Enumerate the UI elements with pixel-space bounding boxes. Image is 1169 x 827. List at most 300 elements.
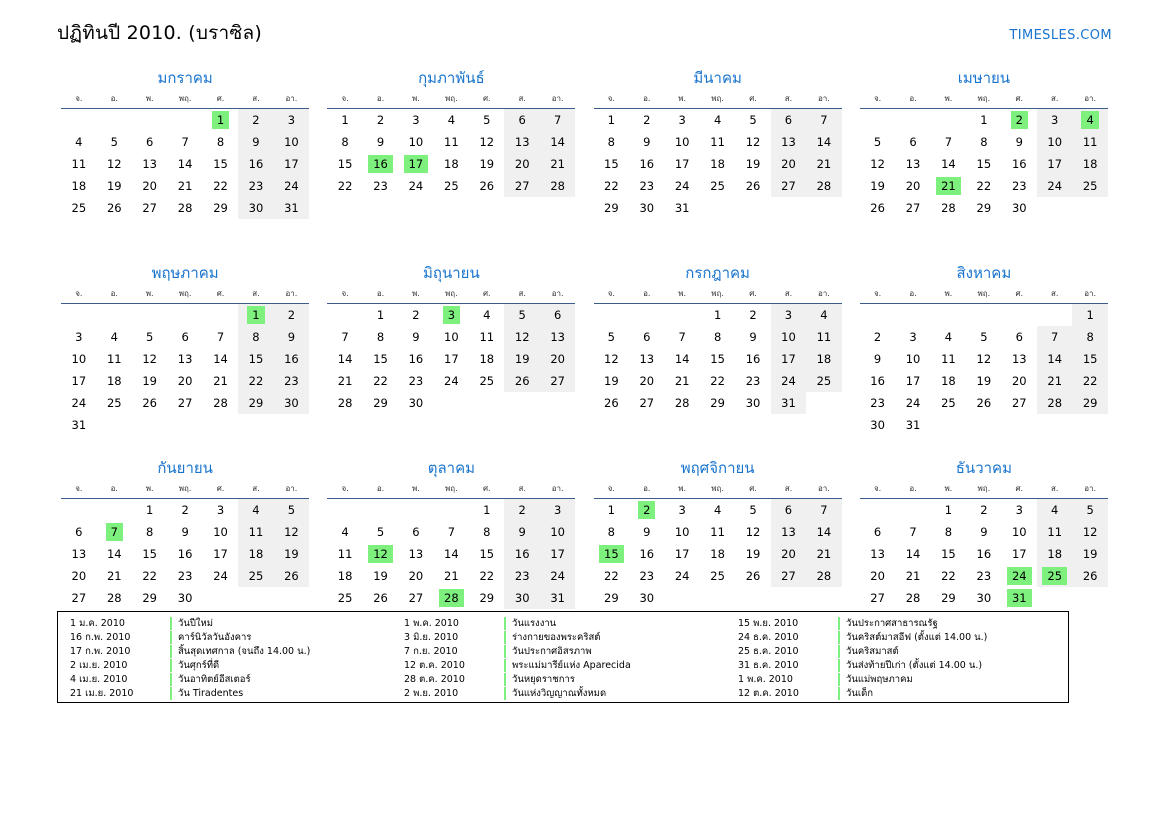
day-cell[interactable]: 8: [607, 134, 615, 149]
day-cell[interactable]: 22: [976, 178, 992, 193]
day-cell[interactable]: 29: [142, 590, 157, 605]
day-cell[interactable]: 20: [905, 178, 921, 193]
day-cell[interactable]: 3: [771, 304, 806, 326]
day-cell[interactable]: 24: [274, 175, 309, 197]
day-cell[interactable]: 2: [749, 307, 757, 322]
day-cell[interactable]: 6: [504, 109, 539, 131]
day-cell[interactable]: 8: [483, 524, 491, 539]
day-cell[interactable]: 13: [408, 546, 424, 561]
day-cell[interactable]: 5: [1072, 499, 1107, 521]
day-cell[interactable]: 18: [71, 178, 87, 193]
day-cell[interactable]: 14: [177, 156, 193, 171]
day-cell[interactable]: 16: [274, 348, 309, 370]
day-cell[interactable]: 6: [146, 134, 154, 149]
day-cell[interactable]: 24: [771, 370, 806, 392]
day-cell[interactable]: 22: [710, 373, 725, 388]
day-cell[interactable]: 11: [337, 546, 353, 561]
day-cell[interactable]: 16: [745, 351, 761, 366]
day-cell[interactable]: 26: [870, 200, 885, 215]
day-cell[interactable]: 29: [604, 200, 619, 215]
day-cell[interactable]: 8: [238, 326, 273, 348]
day-cell[interactable]: 23: [639, 178, 655, 193]
day-cell[interactable]: 21: [177, 178, 193, 193]
day-cell[interactable]: 7: [909, 524, 917, 539]
day-cell[interactable]: 2: [274, 304, 309, 326]
day-cell[interactable]: 8: [1072, 326, 1107, 348]
day-cell[interactable]: [1037, 565, 1072, 587]
day-cell[interactable]: 15: [710, 351, 725, 366]
day-cell[interactable]: 23: [373, 178, 388, 193]
day-cell[interactable]: 14: [106, 546, 122, 561]
day-cell[interactable]: 20: [142, 178, 157, 193]
day-cell[interactable]: 1: [713, 307, 722, 322]
day-cell[interactable]: 25: [806, 370, 841, 392]
day-cell[interactable]: 7: [181, 134, 189, 149]
day-cell[interactable]: 5: [980, 329, 988, 344]
day-cell[interactable]: 4: [713, 112, 722, 127]
day-cell[interactable]: 15: [976, 156, 992, 171]
day-cell[interactable]: 15: [1072, 348, 1107, 370]
day-cell[interactable]: 5: [483, 112, 491, 127]
day-cell[interactable]: 16: [870, 373, 885, 388]
day-cell[interactable]: 26: [604, 395, 619, 410]
day-cell[interactable]: 28: [337, 395, 353, 410]
day-cell[interactable]: 4: [713, 502, 722, 517]
day-cell[interactable]: [1002, 109, 1037, 131]
day-cell[interactable]: 7: [341, 329, 349, 344]
day-cell[interactable]: 29: [238, 392, 273, 414]
day-cell[interactable]: 19: [745, 156, 761, 171]
day-cell[interactable]: 29: [710, 395, 725, 410]
day-cell[interactable]: 14: [674, 351, 690, 366]
day-cell[interactable]: 26: [142, 395, 157, 410]
day-cell[interactable]: 2: [873, 329, 882, 344]
day-cell[interactable]: [398, 153, 433, 175]
day-cell[interactable]: 10: [274, 131, 309, 153]
day-cell[interactable]: 13: [639, 351, 655, 366]
day-cell[interactable]: 27: [870, 590, 885, 605]
day-cell[interactable]: 10: [1037, 131, 1072, 153]
day-cell[interactable]: 2: [376, 112, 385, 127]
day-cell[interactable]: 3: [540, 499, 575, 521]
day-cell[interactable]: 11: [1037, 521, 1072, 543]
day-cell[interactable]: 30: [745, 395, 761, 410]
day-cell[interactable]: 24: [213, 568, 228, 583]
day-cell[interactable]: 30: [976, 590, 992, 605]
day-cell[interactable]: 11: [444, 134, 459, 149]
day-cell[interactable]: 29: [213, 200, 228, 215]
day-cell[interactable]: 11: [1072, 131, 1107, 153]
day-cell[interactable]: 18: [1037, 543, 1072, 565]
day-cell[interactable]: 27: [540, 370, 575, 392]
day-cell[interactable]: 13: [771, 521, 806, 543]
day-cell[interactable]: 2: [238, 109, 273, 131]
day-cell[interactable]: 11: [238, 521, 273, 543]
day-cell[interactable]: 7: [806, 499, 841, 521]
day-cell[interactable]: 18: [444, 156, 459, 171]
day-cell[interactable]: 23: [504, 565, 539, 587]
day-cell[interactable]: 5: [376, 524, 385, 539]
day-cell[interactable]: 19: [1072, 543, 1107, 565]
day-cell[interactable]: [97, 521, 132, 543]
day-cell[interactable]: 1: [607, 112, 615, 127]
day-cell[interactable]: 6: [771, 499, 806, 521]
day-cell[interactable]: 26: [976, 395, 992, 410]
day-cell[interactable]: 6: [771, 109, 806, 131]
day-cell[interactable]: 16: [408, 351, 424, 366]
day-cell[interactable]: 22: [213, 178, 228, 193]
day-cell[interactable]: 30: [177, 590, 193, 605]
day-cell[interactable]: 6: [909, 134, 917, 149]
day-cell[interactable]: 6: [540, 304, 575, 326]
day-cell[interactable]: 31: [674, 200, 690, 215]
day-cell[interactable]: 4: [75, 134, 83, 149]
day-cell[interactable]: 19: [976, 373, 992, 388]
day-cell[interactable]: 29: [1072, 392, 1107, 414]
day-cell[interactable]: 30: [274, 392, 309, 414]
day-cell[interactable]: 7: [216, 329, 225, 344]
day-cell[interactable]: 12: [1072, 521, 1107, 543]
day-cell[interactable]: 16: [504, 543, 539, 565]
day-cell[interactable]: 20: [1011, 373, 1027, 388]
day-cell[interactable]: 19: [142, 373, 157, 388]
day-cell[interactable]: 16: [639, 156, 655, 171]
day-cell[interactable]: 3: [909, 329, 917, 344]
day-cell[interactable]: 3: [75, 329, 83, 344]
day-cell[interactable]: 9: [504, 521, 539, 543]
day-cell[interactable]: 28: [941, 200, 956, 215]
day-cell[interactable]: 19: [274, 543, 309, 565]
day-cell[interactable]: 6: [412, 524, 420, 539]
day-cell[interactable]: 9: [412, 329, 420, 344]
day-cell[interactable]: 21: [674, 373, 690, 388]
day-cell[interactable]: [203, 109, 238, 131]
day-cell[interactable]: 20: [771, 153, 806, 175]
day-cell[interactable]: 27: [1011, 395, 1027, 410]
day-cell[interactable]: [1002, 565, 1037, 587]
day-cell[interactable]: 26: [106, 200, 122, 215]
day-cell[interactable]: 13: [504, 131, 539, 153]
day-cell[interactable]: 31: [905, 417, 921, 432]
day-cell[interactable]: 3: [274, 109, 309, 131]
day-cell[interactable]: 7: [944, 134, 953, 149]
day-cell[interactable]: 17: [674, 546, 690, 561]
day-cell[interactable]: 28: [674, 395, 690, 410]
day-cell[interactable]: 18: [710, 156, 725, 171]
day-cell[interactable]: 11: [710, 524, 725, 539]
day-cell[interactable]: 22: [941, 568, 956, 583]
day-cell[interactable]: [594, 543, 629, 565]
day-cell[interactable]: 24: [444, 373, 459, 388]
day-cell[interactable]: 13: [540, 326, 575, 348]
day-cell[interactable]: 30: [238, 197, 273, 219]
day-cell[interactable]: 4: [110, 329, 118, 344]
day-cell[interactable]: 2: [980, 502, 988, 517]
day-cell[interactable]: 22: [142, 568, 157, 583]
day-cell[interactable]: 14: [540, 131, 575, 153]
day-cell[interactable]: 9: [749, 329, 757, 344]
day-cell[interactable]: 8: [341, 134, 349, 149]
day-cell[interactable]: 17: [1011, 546, 1027, 561]
day-cell[interactable]: 22: [238, 370, 273, 392]
day-cell[interactable]: 20: [540, 348, 575, 370]
day-cell[interactable]: 13: [142, 156, 157, 171]
day-cell[interactable]: 14: [905, 546, 921, 561]
day-cell[interactable]: [434, 304, 469, 326]
day-cell[interactable]: 12: [604, 351, 619, 366]
day-cell[interactable]: 17: [444, 351, 459, 366]
day-cell[interactable]: 19: [870, 178, 885, 193]
day-cell[interactable]: [363, 153, 398, 175]
day-cell[interactable]: 19: [504, 348, 539, 370]
day-cell[interactable]: 22: [373, 373, 388, 388]
day-cell[interactable]: 8: [376, 329, 385, 344]
day-cell[interactable]: 14: [806, 521, 841, 543]
day-cell[interactable]: 16: [976, 546, 992, 561]
day-cell[interactable]: 15: [238, 348, 273, 370]
day-cell[interactable]: 21: [106, 568, 122, 583]
day-cell[interactable]: 12: [479, 134, 495, 149]
day-cell[interactable]: 5: [749, 502, 757, 517]
day-cell[interactable]: 20: [71, 568, 87, 583]
day-cell[interactable]: 13: [771, 131, 806, 153]
day-cell[interactable]: 5: [607, 329, 615, 344]
day-cell[interactable]: 29: [604, 590, 619, 605]
day-cell[interactable]: 12: [976, 351, 992, 366]
day-cell[interactable]: 9: [643, 524, 651, 539]
day-cell[interactable]: 12: [745, 134, 761, 149]
day-cell[interactable]: 25: [106, 395, 122, 410]
day-cell[interactable]: [238, 304, 273, 326]
day-cell[interactable]: 23: [745, 373, 761, 388]
day-cell[interactable]: 13: [1011, 351, 1027, 366]
day-cell[interactable]: 3: [216, 502, 225, 517]
day-cell[interactable]: 1: [146, 502, 154, 517]
day-cell[interactable]: 4: [447, 112, 456, 127]
day-cell[interactable]: 11: [806, 326, 841, 348]
day-cell[interactable]: 9: [181, 524, 189, 539]
day-cell[interactable]: 15: [373, 351, 388, 366]
day-cell[interactable]: 25: [710, 178, 725, 193]
day-cell[interactable]: 20: [408, 568, 424, 583]
day-cell[interactable]: 10: [905, 351, 921, 366]
day-cell[interactable]: 18: [479, 351, 495, 366]
day-cell[interactable]: 23: [408, 373, 424, 388]
day-cell[interactable]: 13: [905, 156, 921, 171]
day-cell[interactable]: 30: [870, 417, 885, 432]
day-cell[interactable]: 2: [181, 502, 189, 517]
day-cell[interactable]: 22: [337, 178, 353, 193]
day-cell[interactable]: 28: [905, 590, 921, 605]
day-cell[interactable]: 25: [238, 565, 273, 587]
day-cell[interactable]: [1002, 587, 1037, 609]
day-cell[interactable]: 9: [1015, 134, 1023, 149]
day-cell[interactable]: 27: [905, 200, 921, 215]
day-cell[interactable]: 28: [177, 200, 193, 215]
day-cell[interactable]: 23: [639, 568, 655, 583]
day-cell[interactable]: 18: [106, 373, 122, 388]
day-cell[interactable]: 7: [1037, 326, 1072, 348]
day-cell[interactable]: 19: [745, 546, 761, 561]
day-cell[interactable]: 22: [604, 568, 619, 583]
day-cell[interactable]: 1: [483, 502, 491, 517]
day-cell[interactable]: 11: [479, 329, 495, 344]
day-cell[interactable]: 20: [870, 568, 885, 583]
day-cell[interactable]: 10: [408, 134, 424, 149]
day-cell[interactable]: 25: [710, 568, 725, 583]
day-cell[interactable]: 8: [980, 134, 988, 149]
day-cell[interactable]: 21: [905, 568, 921, 583]
day-cell[interactable]: 19: [373, 568, 388, 583]
day-cell[interactable]: [931, 175, 966, 197]
day-cell[interactable]: 19: [604, 373, 619, 388]
day-cell[interactable]: 5: [110, 134, 118, 149]
day-cell[interactable]: 30: [408, 395, 424, 410]
day-cell[interactable]: 21: [806, 543, 841, 565]
day-cell[interactable]: 17: [1037, 153, 1072, 175]
day-cell[interactable]: 21: [213, 373, 228, 388]
day-cell[interactable]: 7: [806, 109, 841, 131]
day-cell[interactable]: 5: [749, 112, 757, 127]
day-cell[interactable]: 18: [238, 543, 273, 565]
day-cell[interactable]: 29: [373, 395, 388, 410]
day-cell[interactable]: 17: [674, 156, 690, 171]
day-cell[interactable]: 28: [1037, 392, 1072, 414]
day-cell[interactable]: 6: [873, 524, 882, 539]
day-cell[interactable]: 22: [479, 568, 495, 583]
day-cell[interactable]: 9: [873, 351, 882, 366]
day-cell[interactable]: 3: [678, 502, 686, 517]
day-cell[interactable]: 26: [479, 178, 495, 193]
day-cell[interactable]: 15: [941, 546, 956, 561]
day-cell[interactable]: 25: [479, 373, 495, 388]
day-cell[interactable]: 8: [944, 524, 953, 539]
day-cell[interactable]: 21: [1037, 370, 1072, 392]
day-cell[interactable]: 12: [142, 351, 157, 366]
day-cell[interactable]: 24: [540, 565, 575, 587]
day-cell[interactable]: 25: [1072, 175, 1107, 197]
day-cell[interactable]: 21: [337, 373, 353, 388]
day-cell[interactable]: 20: [639, 373, 655, 388]
day-cell[interactable]: [629, 499, 664, 521]
day-cell[interactable]: 30: [1011, 200, 1027, 215]
day-cell[interactable]: 24: [1037, 175, 1072, 197]
day-cell[interactable]: 10: [771, 326, 806, 348]
day-cell[interactable]: 25: [337, 590, 353, 605]
day-cell[interactable]: 31: [274, 197, 309, 219]
day-cell[interactable]: 27: [771, 565, 806, 587]
day-cell[interactable]: 5: [873, 134, 882, 149]
day-cell[interactable]: 19: [106, 178, 122, 193]
day-cell[interactable]: 31: [71, 417, 87, 432]
day-cell[interactable]: 14: [1037, 348, 1072, 370]
day-cell[interactable]: 4: [341, 524, 349, 539]
day-cell[interactable]: 27: [177, 395, 193, 410]
day-cell[interactable]: 23: [870, 395, 885, 410]
day-cell[interactable]: 29: [941, 590, 956, 605]
day-cell[interactable]: 26: [1072, 565, 1107, 587]
day-cell[interactable]: 13: [71, 546, 87, 561]
day-cell[interactable]: 26: [373, 590, 388, 605]
day-cell[interactable]: 14: [444, 546, 459, 561]
day-cell[interactable]: 12: [504, 326, 539, 348]
day-cell[interactable]: 11: [941, 351, 956, 366]
day-cell[interactable]: 14: [941, 156, 956, 171]
day-cell[interactable]: 9: [238, 131, 273, 153]
day-cell[interactable]: 14: [337, 351, 353, 366]
day-cell[interactable]: 12: [274, 521, 309, 543]
day-cell[interactable]: 30: [639, 200, 655, 215]
day-cell[interactable]: [363, 543, 398, 565]
day-cell[interactable]: 4: [806, 304, 841, 326]
day-cell[interactable]: 26: [745, 568, 761, 583]
day-cell[interactable]: 15: [479, 546, 495, 561]
day-cell[interactable]: 10: [674, 134, 690, 149]
day-cell[interactable]: 5: [504, 304, 539, 326]
day-cell[interactable]: 17: [274, 153, 309, 175]
day-cell[interactable]: 28: [540, 175, 575, 197]
day-cell[interactable]: 29: [479, 590, 495, 605]
day-cell[interactable]: 7: [678, 329, 686, 344]
day-cell[interactable]: 20: [771, 543, 806, 565]
day-cell[interactable]: 4: [1037, 499, 1072, 521]
day-cell[interactable]: 10: [540, 521, 575, 543]
day-cell[interactable]: 24: [905, 395, 921, 410]
day-cell[interactable]: 18: [806, 348, 841, 370]
day-cell[interactable]: 1: [376, 307, 385, 322]
day-cell[interactable]: 3: [1015, 502, 1023, 517]
day-cell[interactable]: 25: [444, 178, 459, 193]
day-cell[interactable]: 24: [674, 178, 690, 193]
day-cell[interactable]: 2: [504, 499, 539, 521]
day-cell[interactable]: 16: [1011, 156, 1027, 171]
day-cell[interactable]: 10: [71, 351, 87, 366]
day-cell[interactable]: 23: [1011, 178, 1027, 193]
day-cell[interactable]: 17: [71, 373, 87, 388]
day-cell[interactable]: 30: [639, 590, 655, 605]
day-cell[interactable]: 27: [639, 395, 655, 410]
day-cell[interactable]: 3: [678, 112, 686, 127]
day-cell[interactable]: 30: [504, 587, 539, 609]
day-cell[interactable]: 6: [1015, 329, 1023, 344]
day-cell[interactable]: 1: [341, 112, 349, 127]
day-cell[interactable]: 7: [540, 109, 575, 131]
day-cell[interactable]: 29: [976, 200, 992, 215]
day-cell[interactable]: 17: [905, 373, 921, 388]
day-cell[interactable]: 26: [745, 178, 761, 193]
day-cell[interactable]: 4: [238, 499, 273, 521]
day-cell[interactable]: 21: [540, 153, 575, 175]
day-cell[interactable]: 15: [604, 156, 619, 171]
day-cell[interactable]: 19: [479, 156, 495, 171]
day-cell[interactable]: 4: [944, 329, 953, 344]
day-cell[interactable]: 1: [607, 502, 615, 517]
day-cell[interactable]: 1: [1072, 304, 1107, 326]
day-cell[interactable]: 25: [71, 200, 87, 215]
day-cell[interactable]: 31: [771, 392, 806, 414]
day-cell[interactable]: 13: [177, 351, 193, 366]
day-cell[interactable]: 20: [504, 153, 539, 175]
day-cell[interactable]: 23: [238, 175, 273, 197]
day-cell[interactable]: [1072, 109, 1107, 131]
day-cell[interactable]: 26: [504, 370, 539, 392]
day-cell[interactable]: 27: [408, 590, 424, 605]
day-cell[interactable]: 9: [376, 134, 385, 149]
day-cell[interactable]: 10: [213, 524, 228, 539]
day-cell[interactable]: 18: [337, 568, 353, 583]
day-cell[interactable]: 9: [274, 326, 309, 348]
day-cell[interactable]: 12: [106, 156, 122, 171]
